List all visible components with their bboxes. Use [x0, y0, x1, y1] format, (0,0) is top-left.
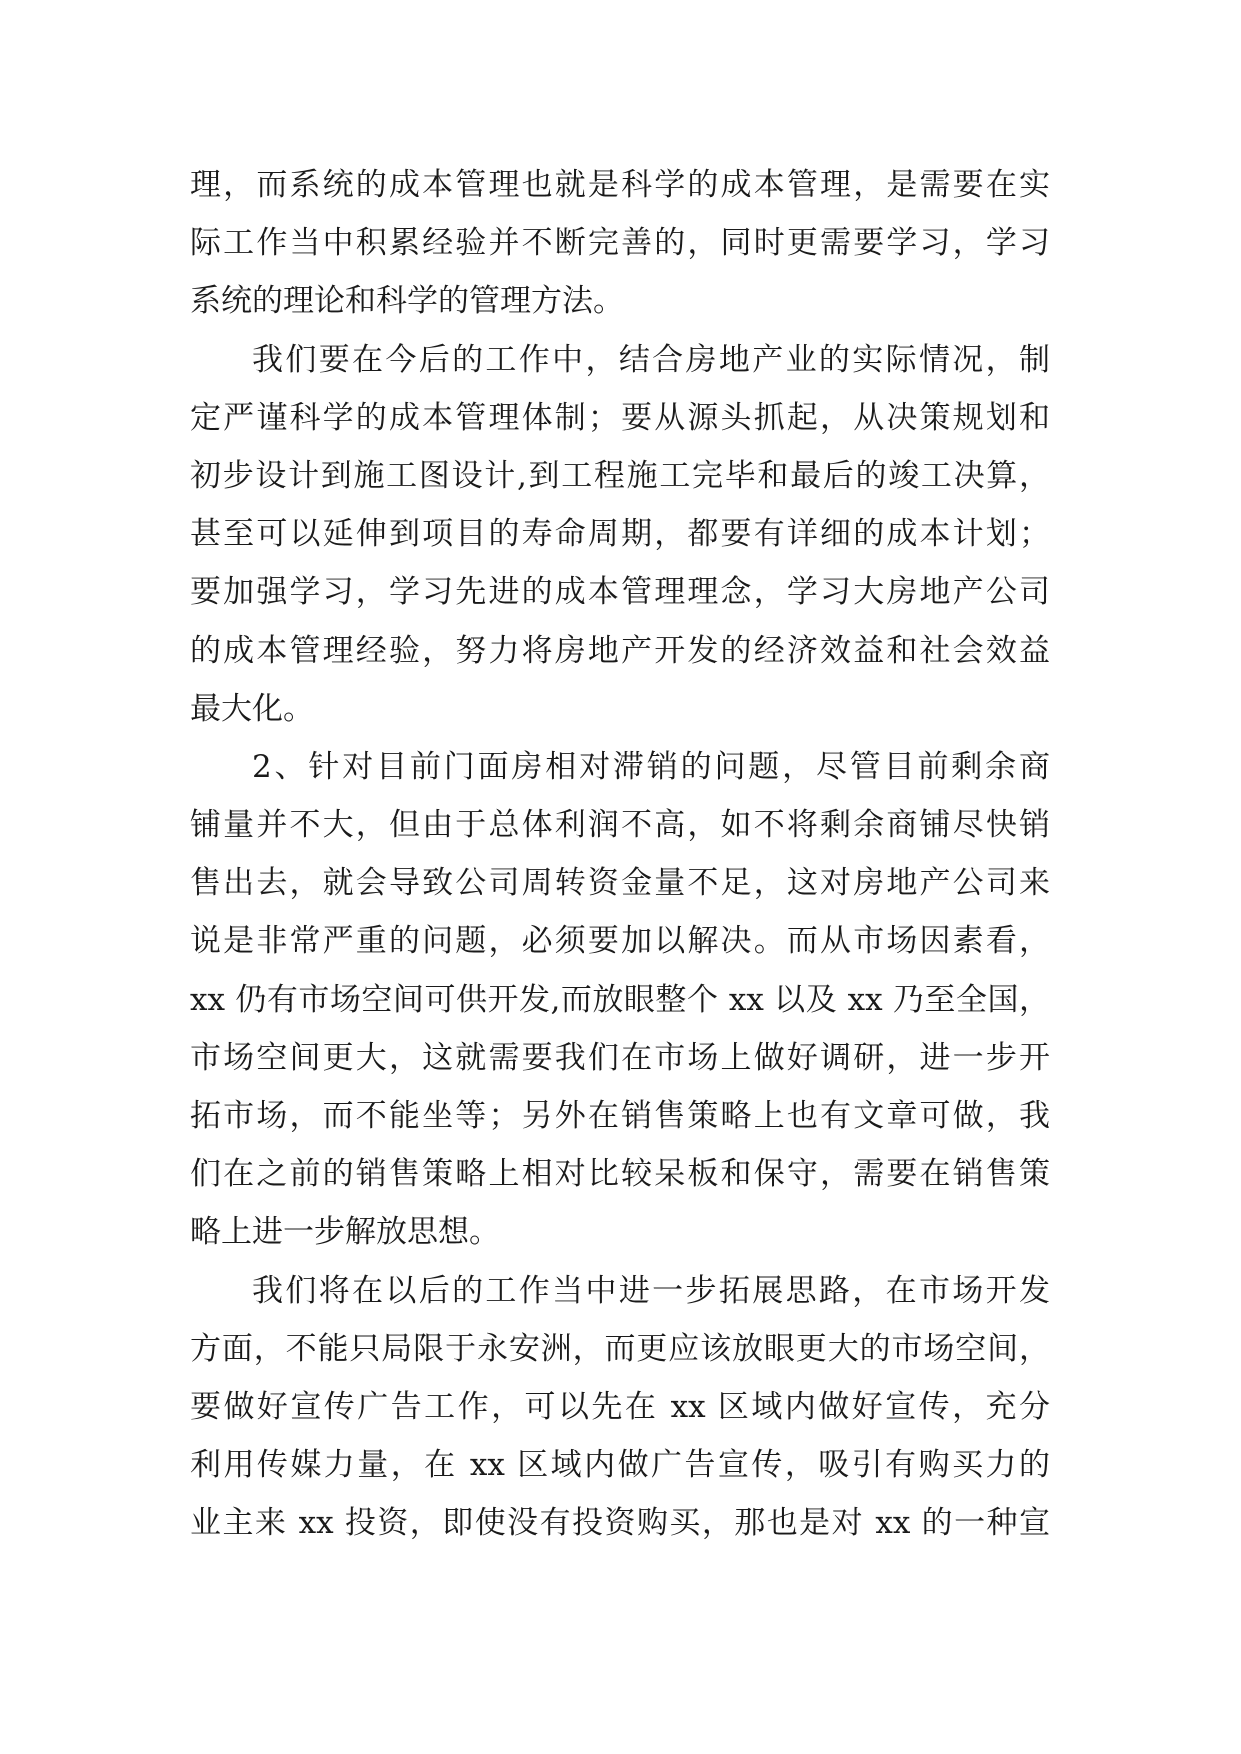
text-line: 们在之前的销售策略上相对比较呆板和保守，需要在销售策	[190, 1156, 1050, 1193]
text-line: 甚至可以延伸到项目的寿命周期，都要有详细的成本计划；	[190, 516, 1050, 553]
paragraph-1	[190, 156, 1050, 331]
text-line: 略上进一步解放思想。	[190, 1214, 500, 1251]
text-line: 最大化。	[190, 690, 314, 727]
text-line: 际工作当中积累经验并不断完善的，同时更需要学习，学习	[190, 225, 1050, 262]
text-line: 方面，不能只局限于永安洲，而更应该放眼更大的市场空间，	[190, 1330, 1050, 1367]
text-line: 系统的理论和科学的管理方法。	[190, 283, 624, 320]
text-line: xx 仍有市场空间可供开发,而放眼整个 xx 以及 xx 乃至全国，	[190, 981, 1050, 1018]
text-line: 拓市场，而不能坐等；另外在销售策略上也有文章可做，我	[190, 1098, 1050, 1134]
paragraph-3	[190, 738, 1050, 1262]
text-line: 市场空间更大，这就需要我们在市场上做好调研，进一步开	[190, 1039, 1050, 1076]
text-line: 说是非常严重的问题，必须要加以解决。而从市场因素看，	[190, 923, 1050, 960]
text-line: 初步设计到施工图设计,到工程施工完毕和最后的竣工决算，	[190, 457, 1050, 494]
text-line: 要加强学习，学习先进的成本管理理念，学习大房地产公司	[190, 574, 1050, 611]
text-line: 我们将在以后的工作当中进一步拓展思路，在市场开发	[252, 1272, 1050, 1309]
text-line: 要做好宣传广告工作，可以先在 xx 区域内做好宣传，充分	[190, 1388, 1050, 1425]
paragraph-4	[190, 1262, 1050, 1553]
text-line: 利用传媒力量，在 xx 区域内做广告宣传，吸引有购买力的	[190, 1447, 1050, 1484]
document-body	[190, 156, 1050, 1553]
paragraph-2	[190, 331, 1050, 738]
text-line: 2、针对目前门面房相对滞销的问题，尽管目前剩余商	[252, 748, 1050, 785]
text-line: 我们要在今后的工作中，结合房地产业的实际情况，制	[252, 341, 1050, 378]
text-line: 业主来 xx 投资，即使没有投资购买，那也是对 xx 的一种宣	[190, 1505, 1050, 1542]
text-line: 定严谨科学的成本管理体制；要从源头抓起，从决策规划和	[190, 399, 1050, 436]
text-line: 的成本管理经验，努力将房地产开发的经济效益和社会效益	[190, 632, 1050, 669]
text-line: 理，而系统的成本管理也就是科学的成本管理，是需要在实	[190, 167, 1050, 203]
text-line: 铺量并不大，但由于总体利润不高，如不将剩余商铺尽快销	[190, 807, 1050, 844]
text-line: 售出去，就会导致公司周转资金量不足，这对房地产公司来	[190, 865, 1050, 902]
